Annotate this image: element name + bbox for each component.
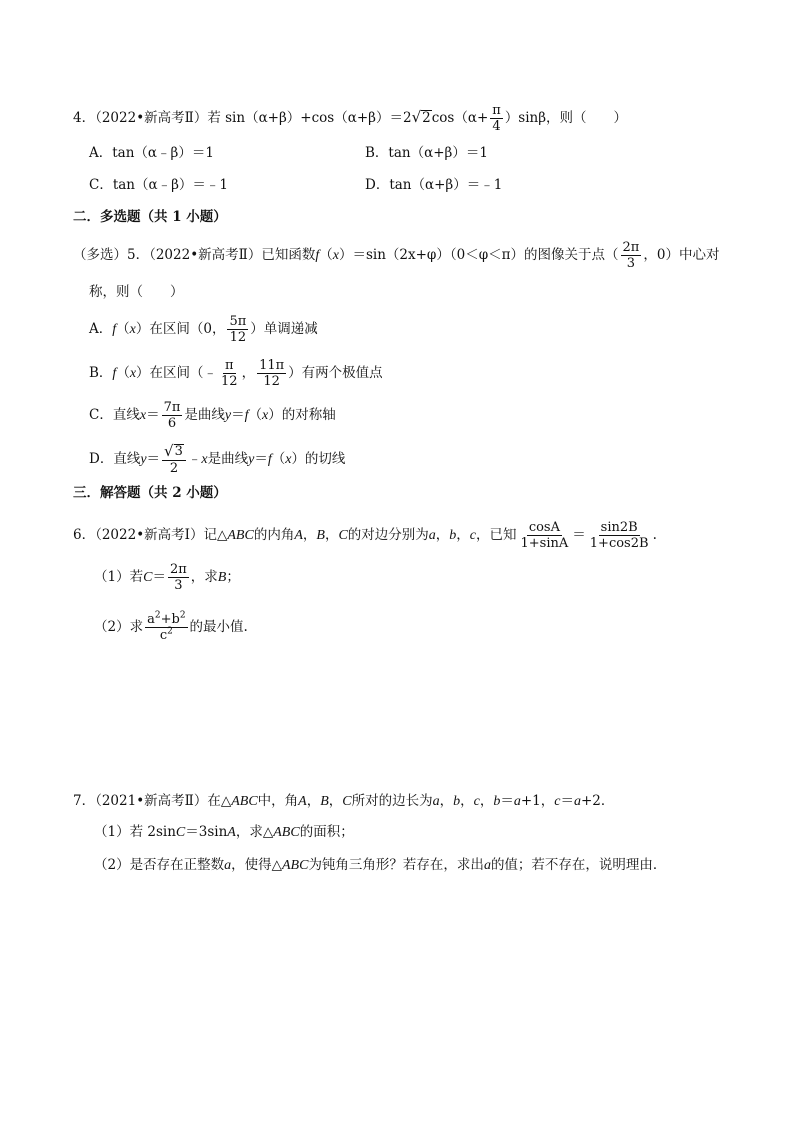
q4-mid: cos（α+ [431, 110, 489, 126]
frac-pi-12: $\frac{\pi}{12}$ [221, 358, 238, 389]
q4-option-d: D．tan（α+β）＝﹣1 [365, 177, 503, 193]
section-answer-title: 三．解答题（共 2 小题） [73, 485, 227, 501]
frac-2pi-3-b: $\frac{2\pi}{3}$ [169, 562, 187, 593]
q4-option-a: A．tan（α﹣β）＝1 [89, 145, 214, 161]
q5-option-c: C．直线x＝ $\frac{7\pi}{6}$ 是曲线y＝f（x）的对称轴 [89, 400, 336, 431]
frac-11pi-12: $\frac{11\pi}{12}$ [259, 358, 285, 389]
frac-pi-4: $\frac{\pi}{4}$ [492, 103, 501, 134]
frac-a2b2-c2: $\frac{a^2+b^2}{c^2}$ [147, 610, 186, 643]
q7-part-2: （2）是否存在正整数a，使得△ABC为钝角三角形？若存在，求出a的值；若不存在，说明理由． [94, 857, 667, 873]
q5-option-b: B．f（x）在区间（﹣ $\frac{\pi}{12}$ ， $\frac{11\pi}{12}$ ）有两个极值点 [89, 358, 383, 389]
frac-2pi-3: $\frac{2\pi}{3}$ [622, 240, 640, 271]
sqrt-2: √ 2 [411, 108, 431, 126]
q4-tail: ）sinβ，则（ ） [504, 110, 628, 126]
question-5-continued: 称，则（ ） [89, 284, 184, 300]
question-4 [73, 103, 627, 134]
q6-part-1: （1）若C＝ $\frac{2\pi}{3}$ ，求B； [94, 562, 240, 593]
frac-7pi-6: $\frac{7\pi}{6}$ [163, 400, 181, 431]
frac-sin2B: $\frac{\sin 2B}{1+\cos 2B}$ [589, 520, 649, 551]
question-5: （多选）5．（2022•新高考Ⅱ）已知函数f（x）＝sin（2x+φ）（0＜φ＜π）的图像关于点（ $\frac{2\pi}{3}$ ，0）中心对 [73, 240, 720, 271]
q4-option-b: B．tan（α+β）＝1 [365, 145, 488, 161]
question-7: 7．（2021•新高考Ⅱ）在△ABC中，角A，B，C所对的边长为a，b，c，b＝a+1，c＝a+2． [73, 793, 615, 809]
frac-5pi-12: $\frac{5\pi}{12}$ [229, 314, 247, 345]
q4-lead: 4．（2022•新高考Ⅱ）若 sin（α+β）+cos（α+β）＝2 [73, 110, 412, 126]
frac-sqrt3-2: √ 3 2 [162, 443, 186, 476]
q5-option-a: A．f（x）在区间（0， $\frac{5\pi}{12}$ ）单调递减 [89, 314, 318, 345]
question-6: 6．（2022•新高考Ⅰ）记△ABC的内角A，B，C的对边分别为a，b，c，已知 $\frac{\cos A}{1+\sin A}$ ＝ $\frac{\sin 2B}{1+\cos 2B}$ . [73, 520, 657, 551]
q4-option-c: C．tan（α﹣β）＝﹣1 [89, 177, 229, 193]
q5-option-d: D．直线y＝ √ 3 2 ﹣x是曲线y＝f（x）的切线 [89, 442, 346, 476]
section-multiple-choice-title: 二．多选题（共 1 小题） [73, 209, 227, 225]
frac-cosA: $\frac{\cos A}{1+\sin A}$ [520, 520, 569, 551]
q6-part-2: （2）求 $\frac{a^2+b^2}{c^2}$ 的最小值. [94, 610, 248, 643]
q7-part-1: （1）若 2sinC＝3sinA，求△ABC的面积； [94, 824, 354, 840]
